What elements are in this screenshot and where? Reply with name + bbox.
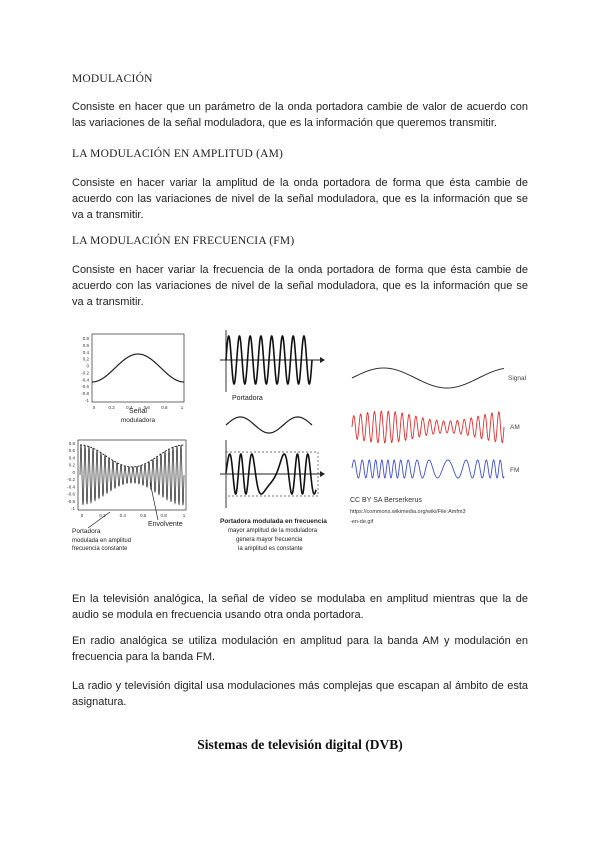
- tick-label: 0.4: [82, 349, 89, 355]
- tick-label: -0.6: [81, 384, 89, 390]
- credit-line-2: https://commons.wikimedia.org/wiki/File:Amfm3: [350, 509, 466, 515]
- moduladora-curve: [92, 354, 184, 382]
- arrow-portadora: [320, 357, 325, 363]
- credit-line-1: CC BY SA Berserkerus: [350, 497, 422, 504]
- heading-fm: LA MODULACIÓN EN FRECUENCIA (FM): [72, 235, 295, 247]
- tick-label: 0.6: [68, 448, 75, 454]
- tick-label: -1: [70, 506, 75, 511]
- label-portadora-am-2: modulada en amplitud: [72, 538, 132, 544]
- label-fm-2: mayor amplitud de la moduladora: [228, 528, 318, 534]
- label-portadora-am-3: frecuencia constante: [72, 546, 128, 552]
- paragraph-fm: Consiste en hacer variar la frecuencia de la onda portadora de forma que ésta cambie de acuerdo con las variaciones de nivel de la señal moduladora, que es la información que se va a transmitir.: [72, 264, 528, 308]
- heading-modulacion: MODULACIÓN: [72, 73, 153, 85]
- pointer-envolvente: [150, 482, 158, 520]
- tick-label: 0.6: [82, 342, 89, 348]
- label-fm-4: la amplitud es constante: [238, 546, 303, 552]
- tick-label: -0.2: [67, 477, 75, 483]
- tick-label: 0.2: [82, 356, 89, 362]
- panel-fm-column: [220, 330, 327, 552]
- label-envolvente: Envolvente: [148, 521, 183, 528]
- tick-label: 1: [182, 513, 186, 518]
- label-portadora-am-1: Portadora: [72, 528, 101, 535]
- panel-senal-moduladora: [81, 334, 184, 424]
- middle-moduladora-curve: [226, 417, 312, 433]
- label-portadora: Portadora: [232, 395, 263, 402]
- tick-label: -1: [84, 398, 89, 403]
- paragraph-modulacion: Consiste en hacer que un parámetro de la onda portadora cambie de valor de acuerdo con las variaciones de la señal moduladora, que es la información que queremos transmitir.: [72, 101, 528, 129]
- modulation-figure: [60, 322, 540, 560]
- tick-label: 0.8: [82, 336, 89, 341]
- panel-am-fm-comparison: [350, 368, 527, 525]
- arrow-fm: [320, 471, 325, 477]
- tick-label: 0.8: [161, 405, 168, 410]
- signal-wave: [352, 368, 504, 388]
- am-wave: [352, 411, 504, 443]
- heading-am: LA MODULACIÓN EN AMPLITUD (AM): [72, 148, 284, 160]
- plot-frame-top: [92, 334, 184, 402]
- tick-label: 0: [72, 469, 75, 475]
- x-ticks-bottom: [81, 513, 186, 518]
- tick-label: 0.4: [68, 455, 75, 461]
- tick-label: 0: [80, 513, 84, 518]
- y-ticks-top: [81, 336, 89, 403]
- paragraph-tv: En la televisión analógica, la señal de vídeo se modulaba en amplitud mientras que la de audio se modula en frecuencia usando otra onda portadora.: [72, 593, 528, 621]
- tick-label: 0.6: [140, 513, 147, 518]
- label-fm: FM: [510, 467, 520, 474]
- paragraph-radio: En radio analógica se utiliza modulación en amplitud para la banda AM y modulación en frecuencia para la banda FM.: [72, 635, 528, 663]
- tick-label: 0.2: [108, 405, 115, 410]
- am-carrier-wave: [80, 445, 184, 505]
- tick-label: 0.2: [68, 462, 75, 468]
- label-signal: Signal: [508, 375, 527, 382]
- tick-label: 0.2: [99, 513, 106, 518]
- tick-label: -0.2: [81, 370, 89, 376]
- label-moduladora: moduladora: [120, 417, 156, 424]
- tick-label: -0.6: [67, 491, 75, 497]
- tick-label: 0: [86, 363, 89, 369]
- section-title: Sistemas de televisión digital (DVB): [197, 737, 403, 752]
- tick-label: 0.4: [126, 405, 133, 410]
- credit-line-3: -en-de.gif: [350, 519, 374, 525]
- tick-label: 0.8: [160, 513, 167, 518]
- label-am: AM: [510, 424, 520, 431]
- tick-label: 0.8: [68, 441, 75, 446]
- tick-label: -0.8: [81, 391, 89, 397]
- paragraph-digital: La radio y televisión digital usa modulaciones más complejas que escapan al ámbito de esta asignatura.: [72, 680, 528, 708]
- label-senal: Señal: [129, 408, 147, 415]
- y-ticks-bottom: [67, 441, 75, 511]
- tick-label: 0.6: [143, 405, 150, 410]
- label-fm-3: genera mayor frecuencia: [236, 537, 303, 543]
- tick-label: 0.4: [119, 513, 126, 518]
- tick-label: -0.8: [67, 498, 75, 504]
- tick-label: 1: [180, 405, 184, 410]
- tick-label: 0: [92, 405, 96, 410]
- fm-wave: [352, 460, 504, 478]
- tick-label: -0.4: [81, 377, 89, 383]
- label-fm-1: Portadora modulada en frecuencia: [220, 518, 327, 525]
- panel-am-carrier: [67, 440, 186, 552]
- paragraph-am: Consiste en hacer variar la amplitud de la onda portadora de forma que ésta cambie de acuerdo con las variaciones de nivel de la señal moduladora, que es la información que se va a transmitir.: [72, 177, 528, 221]
- tick-label: -0.4: [67, 484, 75, 490]
